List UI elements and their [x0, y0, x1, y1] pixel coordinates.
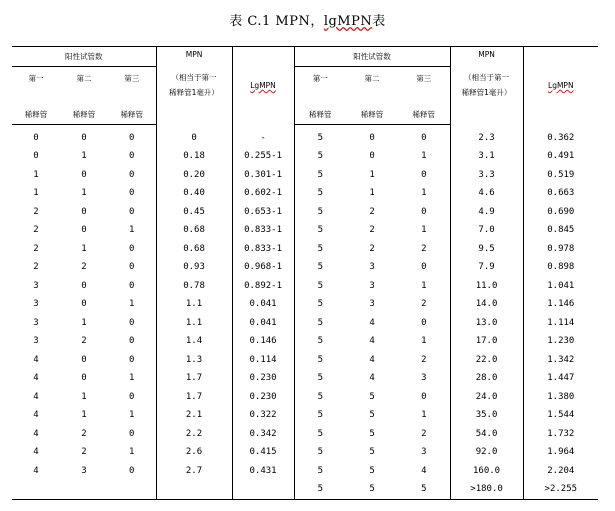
table-row: [12, 351, 598, 370]
right-third-cell: 1: [421, 336, 427, 347]
right-third-cell: 2: [421, 299, 427, 310]
left-lgmpn-cell: 0.146: [232, 332, 294, 351]
left-first-cell: [12, 480, 60, 499]
right-lgmpn-cell: 0.362: [523, 124, 598, 147]
right-mpn-cell: 160.0: [450, 462, 523, 481]
left-lgmpn-label: LgMPN: [250, 81, 276, 90]
left-first-cell: 4: [33, 391, 39, 402]
right-third-cell: 1: [421, 151, 427, 162]
left-first-cell: 4: [33, 410, 39, 421]
table-row: [12, 203, 598, 222]
right-third-cell: 1: [421, 225, 427, 236]
right-mpn-cell: 7.9: [450, 258, 523, 277]
left-second-cell: 1: [81, 410, 87, 421]
right-third-cell: 5: [398, 480, 450, 499]
left-first-cell: 3: [33, 280, 39, 291]
left-third-cell: 0: [129, 317, 135, 328]
left-lgmpn-cell: 0.833-1: [232, 221, 294, 240]
right-lgmpn-cell: 1.114: [523, 314, 598, 333]
right-first-cell: 5: [317, 132, 323, 143]
left-third-cell: 0: [129, 336, 135, 347]
right-dilution-tube-1: 稀释管: [294, 105, 346, 124]
right-second-cell: 4: [369, 317, 375, 328]
left-lgmpn-cell: 0.602-1: [232, 184, 294, 203]
left-lgmpn-cell: 0.041: [232, 295, 294, 314]
right-third-cell: 0: [421, 132, 427, 143]
right-second-cell: 5: [369, 410, 375, 421]
left-second-cell: 0: [81, 169, 87, 180]
left-mpn-label: MPN: [185, 50, 203, 59]
right-lgmpn-cell: 0.898: [523, 258, 598, 277]
right-mpn-cell: 4.9: [450, 203, 523, 222]
right-lgmpn-cell: 0.519: [523, 166, 598, 185]
right-positive-tubes-header: 阳性试管数: [294, 47, 450, 67]
left-mpn-cell: 1.7: [156, 369, 232, 388]
left-second-cell: 3: [81, 465, 87, 476]
left-mpn-cell: 0.93: [156, 258, 232, 277]
left-third-cell: 0: [129, 206, 135, 217]
table-row: [12, 295, 598, 314]
left-first-cell: 2: [33, 262, 39, 273]
table-title: [0, 10, 615, 29]
right-lgmpn-cell: 0.663: [523, 184, 598, 203]
right-mpn-cell: 13.0: [450, 314, 523, 333]
left-second-cell: [60, 480, 108, 499]
table-row: [12, 369, 598, 388]
right-second-cell: 0: [369, 151, 375, 162]
right-third-cell: 2: [421, 354, 427, 365]
right-mpn-cell: 54.0: [450, 425, 523, 444]
left-mpn-cell: 0.78: [156, 277, 232, 296]
left-third-cell: 0: [129, 428, 135, 439]
left-first-cell: 4: [33, 428, 39, 439]
left-second-cell: 1: [81, 391, 87, 402]
left-mpn-cell: 2.2: [156, 425, 232, 444]
left-first-cell: 4: [33, 465, 39, 476]
right-lgmpn-cell: 0.491: [523, 147, 598, 166]
right-lgmpn-cell: 1.146: [523, 295, 598, 314]
left-third-cell: 0: [129, 391, 135, 402]
left-mpn-cell: 1.7: [156, 388, 232, 407]
left-first-cell: 2: [33, 243, 39, 254]
table-row: [12, 425, 598, 444]
left-lgmpn-cell: 0.833-1: [232, 240, 294, 259]
table-row: [12, 258, 598, 277]
right-first-cell: 5: [317, 447, 323, 458]
left-lgmpn-cell: 0.114: [232, 351, 294, 370]
right-mpn-cell: 11.0: [450, 277, 523, 296]
left-mpn-cell: 1.3: [156, 351, 232, 370]
left-mpn-cell: 0.45: [156, 203, 232, 222]
right-third-cell: 1: [421, 410, 427, 421]
right-first-cell: 5: [317, 391, 323, 402]
left-second-cell: 1: [81, 243, 87, 254]
right-second-cell: 4: [369, 354, 375, 365]
right-mpn-header: [450, 47, 523, 125]
left-third-cell: 0: [129, 151, 135, 162]
right-third-cell: 4: [421, 465, 427, 476]
left-third-cell: 0: [129, 188, 135, 199]
left-second-cell: 0: [81, 299, 87, 310]
left-third-header: 第三: [124, 74, 140, 83]
left-first-cell: 2: [33, 206, 39, 217]
right-second-cell: 2: [369, 206, 375, 217]
left-mpn-cell: 1.1: [156, 295, 232, 314]
right-mpn-cell: 92.0: [450, 443, 523, 462]
left-mpn-cell: 1.1: [156, 314, 232, 333]
left-lgmpn-cell: 0.230: [232, 369, 294, 388]
right-third-header: 第三: [416, 74, 432, 83]
right-first-cell: 5: [317, 373, 323, 384]
left-lgmpn-cell: 0.255-1: [232, 147, 294, 166]
table-row: [12, 221, 598, 240]
table-row: [12, 314, 598, 333]
table-row: [12, 462, 598, 481]
left-dilution-tube-1: 稀释管: [12, 105, 60, 124]
right-lgmpn-cell: 0.690: [523, 203, 598, 222]
right-first-cell: 5: [317, 336, 323, 347]
right-lgmpn-cell: 1.544: [523, 406, 598, 425]
left-first-cell: 3: [33, 299, 39, 310]
right-mpn-label: MPN: [478, 50, 495, 59]
table-row: [12, 443, 598, 462]
right-first-cell: 5: [317, 262, 323, 273]
table-row: [12, 277, 598, 296]
left-second-cell: 0: [81, 354, 87, 365]
right-third-cell: 0: [421, 391, 427, 402]
left-third-cell: 1: [129, 299, 135, 310]
left-third-cell: 1: [129, 225, 135, 236]
left-third-cell: 1: [129, 447, 135, 458]
left-first-cell: 4: [33, 354, 39, 365]
left-first-cell: 2: [33, 225, 39, 236]
left-third-cell: 0: [129, 354, 135, 365]
right-second-cell: 4: [369, 373, 375, 384]
right-second-cell: 4: [369, 336, 375, 347]
right-lgmpn-cell: 1.342: [523, 351, 598, 370]
left-lgmpn-cell: -: [232, 124, 294, 147]
right-mpn-cell: 2.3: [450, 124, 523, 147]
left-lgmpn-cell: 0.653-1: [232, 203, 294, 222]
left-mpn-header: [156, 47, 232, 125]
left-first-cell: 1: [33, 169, 39, 180]
right-second-cell: 5: [369, 447, 375, 458]
left-second-cell: 2: [81, 428, 87, 439]
left-first-header: 第一: [28, 74, 44, 83]
left-mpn-cell: 2.1: [156, 406, 232, 425]
right-first-cell: 5: [317, 299, 323, 310]
right-lgmpn-cell: 1.447: [523, 369, 598, 388]
right-second-cell: 0: [369, 132, 375, 143]
left-third-cell: 0: [129, 465, 135, 476]
table-row: [12, 147, 598, 166]
right-second-header: 第二: [364, 74, 380, 83]
right-mpn-cell: 17.0: [450, 332, 523, 351]
right-mpn-cell: 4.6: [450, 184, 523, 203]
left-mpn-cell: 0.18: [156, 147, 232, 166]
right-first-header: 第一: [312, 74, 328, 83]
right-lgmpn-cell: 2.204: [523, 462, 598, 481]
right-mpn-note-2: 稀释管1毫升）: [461, 88, 512, 97]
title-lgmpn: lgMPN: [323, 14, 373, 29]
left-mpn-cell: 0.20: [156, 166, 232, 185]
right-second-cell: 3: [369, 280, 375, 291]
left-first-cell: 4: [33, 447, 39, 458]
left-third-cell: 0: [129, 132, 135, 143]
left-dilution-tube-3: 稀释管: [108, 105, 156, 124]
left-lgmpn-header: [232, 47, 294, 125]
left-mpn-cell: 0.40: [156, 184, 232, 203]
left-first-cell: 3: [33, 336, 39, 347]
right-third-cell: 3: [421, 447, 427, 458]
right-first-cell: 5: [317, 169, 323, 180]
table-row: [12, 332, 598, 351]
left-second-cell: 2: [81, 262, 87, 273]
left-second-cell: 1: [81, 188, 87, 199]
left-second-cell: 2: [81, 336, 87, 347]
right-first-cell: 5: [317, 410, 323, 421]
right-third-cell: 0: [421, 206, 427, 217]
right-first-cell: 5: [317, 428, 323, 439]
right-second-cell: 5: [369, 465, 375, 476]
left-first-cell: 4: [33, 373, 39, 384]
right-mpn-cell: 3.3: [450, 166, 523, 185]
left-mpn-note-2: 稀释管1毫升）: [169, 88, 219, 97]
right-dilution-tube-3: 稀释管: [398, 105, 450, 124]
right-first-cell: 5: [317, 188, 323, 199]
title-suffix: 表: [372, 14, 386, 29]
left-third-cell: 0: [129, 243, 135, 254]
left-second-cell: 0: [81, 373, 87, 384]
right-mpn-cell: 35.0: [450, 406, 523, 425]
right-third-cell: 0: [421, 317, 427, 328]
left-lgmpn-cell: 0.968-1: [232, 258, 294, 277]
right-lgmpn-header: [523, 47, 598, 125]
right-mpn-note-1: （相当于第一: [464, 73, 510, 82]
left-mpn-cell: [156, 480, 232, 499]
right-first-cell: 5: [294, 480, 346, 499]
right-mpn-cell: 22.0: [450, 351, 523, 370]
table-row: [12, 388, 598, 407]
left-second-cell: 2: [81, 447, 87, 458]
left-dilution-tube-2: 稀释管: [60, 105, 108, 124]
table-row: [12, 406, 598, 425]
left-lgmpn-cell: 0.431: [232, 462, 294, 481]
right-third-cell: 1: [421, 280, 427, 291]
right-mpn-cell: 9.5: [450, 240, 523, 259]
left-mpn-cell: 0.68: [156, 221, 232, 240]
right-third-cell: 0: [421, 262, 427, 273]
left-first-cell: 0: [33, 151, 39, 162]
right-mpn-cell: 28.0: [450, 369, 523, 388]
left-lgmpn-cell: 0.230: [232, 388, 294, 407]
table-row: [12, 184, 598, 203]
left-third-cell: [108, 480, 156, 499]
left-mpn-cell: 0.68: [156, 240, 232, 259]
mpn-table: [12, 46, 598, 500]
right-lgmpn-cell: 0.845: [523, 221, 598, 240]
right-mpn-cell: 3.1: [450, 147, 523, 166]
left-first-cell: 1: [33, 188, 39, 199]
left-second-cell: 1: [81, 151, 87, 162]
right-lgmpn-cell: 1.230: [523, 332, 598, 351]
right-second-cell: 3: [369, 299, 375, 310]
right-first-cell: 5: [317, 317, 323, 328]
right-third-cell: 0: [421, 169, 427, 180]
right-first-cell: 5: [317, 354, 323, 365]
right-lgmpn-cell: 0.978: [523, 240, 598, 259]
right-lgmpn-cell: 1.380: [523, 388, 598, 407]
left-mpn-cell: 0: [156, 124, 232, 147]
table-row: [12, 240, 598, 259]
right-second-cell: 3: [369, 262, 375, 273]
right-lgmpn-cell: 1.041: [523, 277, 598, 296]
right-second-cell: 5: [369, 391, 375, 402]
right-lgmpn-cell: >2.255: [523, 480, 598, 499]
right-second-cell: 2: [369, 225, 375, 236]
right-mpn-cell: >180.0: [450, 480, 523, 499]
right-second-cell: 2: [369, 243, 375, 254]
right-first-cell: 5: [317, 465, 323, 476]
right-lgmpn-cell: 1.964: [523, 443, 598, 462]
left-first-cell: 3: [33, 317, 39, 328]
right-lgmpn-label: LgMPN: [548, 81, 574, 90]
table-row: [12, 166, 598, 185]
left-lgmpn-cell: 0.301-1: [232, 166, 294, 185]
right-mpn-cell: 14.0: [450, 295, 523, 314]
right-first-cell: 5: [317, 280, 323, 291]
table-row: [12, 124, 598, 147]
left-lgmpn-cell: 0.342: [232, 425, 294, 444]
left-second-cell: 0: [81, 280, 87, 291]
left-second-header: 第二: [76, 74, 92, 83]
left-lgmpn-cell: [232, 480, 294, 499]
left-second-cell: 0: [81, 225, 87, 236]
left-lgmpn-cell: 0.415: [232, 443, 294, 462]
left-first-cell: 0: [33, 132, 39, 143]
table-row: [12, 480, 598, 499]
right-first-cell: 5: [317, 225, 323, 236]
right-second-cell: 5: [369, 428, 375, 439]
right-first-cell: 5: [317, 243, 323, 254]
left-lgmpn-cell: 0.041: [232, 314, 294, 333]
left-lgmpn-cell: 0.892-1: [232, 277, 294, 296]
left-third-cell: 0: [129, 169, 135, 180]
left-second-cell: 0: [81, 206, 87, 217]
left-third-cell: 0: [129, 262, 135, 273]
left-mpn-cell: 1.4: [156, 332, 232, 351]
left-mpn-cell: 2.6: [156, 443, 232, 462]
right-lgmpn-cell: 1.732: [523, 425, 598, 444]
right-first-cell: 5: [317, 151, 323, 162]
left-mpn-cell: 2.7: [156, 462, 232, 481]
right-mpn-cell: 24.0: [450, 388, 523, 407]
right-second-cell: 1: [369, 169, 375, 180]
left-third-cell: 1: [129, 410, 135, 421]
right-third-cell: 2: [421, 243, 427, 254]
right-dilution-tube-2: 稀释管: [346, 105, 398, 124]
title-prefix: 表 C.1 MPN，: [229, 14, 324, 29]
left-lgmpn-cell: 0.322: [232, 406, 294, 425]
right-first-cell: 5: [317, 206, 323, 217]
right-second-cell: 5: [346, 480, 398, 499]
left-second-cell: 0: [81, 132, 87, 143]
left-positive-tubes-header: 阳性试管数: [12, 47, 156, 67]
left-third-cell: 0: [129, 280, 135, 291]
right-second-cell: 1: [369, 188, 375, 199]
left-mpn-note-1: （相当于第一: [171, 73, 217, 82]
right-mpn-cell: 7.0: [450, 221, 523, 240]
right-third-cell: 2: [421, 428, 427, 439]
right-third-cell: 1: [421, 188, 427, 199]
left-third-cell: 1: [129, 373, 135, 384]
left-second-cell: 1: [81, 317, 87, 328]
right-third-cell: 3: [421, 373, 427, 384]
